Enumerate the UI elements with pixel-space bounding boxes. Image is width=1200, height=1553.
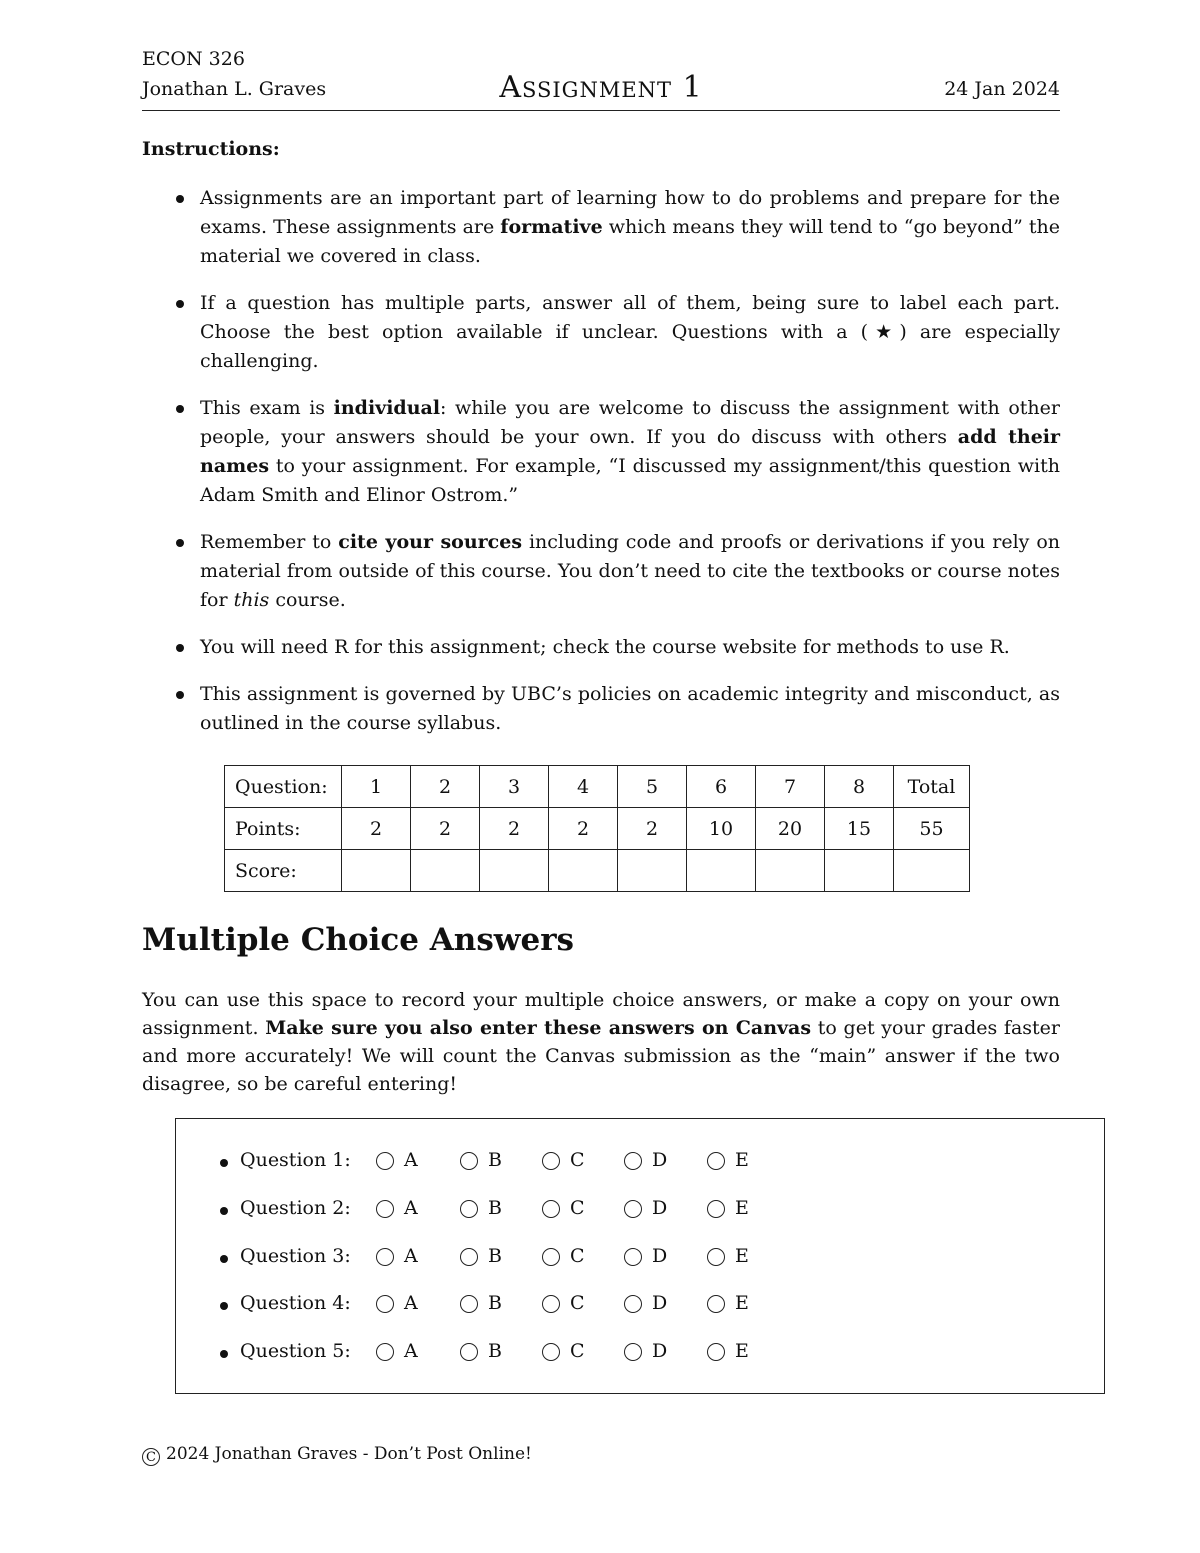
grade-table xyxy=(224,765,970,892)
instruction-item xyxy=(142,184,1060,271)
option-letter: C xyxy=(570,1149,585,1171)
option-letter: C xyxy=(570,1340,585,1362)
instruction-item xyxy=(142,680,1060,738)
points-cell: 2 xyxy=(342,808,411,850)
radio-circle-icon[interactable] xyxy=(624,1152,642,1170)
text: You will need R for this assignment; check the course website for methods to use R. xyxy=(200,636,1010,658)
text: course. xyxy=(269,589,346,611)
question-number: 3 xyxy=(480,766,549,808)
text: to your assignment. For example, “I discussed my assignment/this question with Adam Smith and Elinor Ostrom.” xyxy=(200,455,1060,506)
total-header: Total xyxy=(894,766,970,808)
option-letter: B xyxy=(488,1149,502,1171)
answer-option[interactable] xyxy=(376,1292,418,1314)
footer xyxy=(142,1444,532,1466)
radio-circle-icon[interactable] xyxy=(542,1343,560,1361)
option-letter: B xyxy=(488,1292,502,1314)
radio-circle-icon[interactable] xyxy=(542,1248,560,1266)
radio-circle-icon[interactable] xyxy=(707,1248,725,1266)
answer-option[interactable] xyxy=(542,1292,585,1314)
option-letter: A xyxy=(404,1292,418,1314)
radio-circle-icon[interactable] xyxy=(376,1295,394,1313)
option-letter: B xyxy=(488,1197,502,1219)
points-cell: 10 xyxy=(687,808,756,850)
answer-option[interactable] xyxy=(624,1292,667,1314)
points-cell: 2 xyxy=(480,808,549,850)
text: : while you are welcome to discuss the assignment with other people, your answers should be your own. If you do discuss with others xyxy=(200,397,1060,448)
answer-box xyxy=(175,1118,1105,1394)
option-letter: B xyxy=(488,1245,502,1267)
answer-option[interactable] xyxy=(707,1197,749,1219)
option-letter: B xyxy=(488,1340,502,1362)
bullet-icon xyxy=(220,1159,228,1167)
instruction-item xyxy=(142,289,1060,376)
answer-option[interactable] xyxy=(624,1245,667,1267)
score-cell xyxy=(756,850,825,892)
answer-option[interactable] xyxy=(542,1149,585,1171)
answer-option[interactable] xyxy=(707,1340,749,1362)
option-letter: A xyxy=(404,1149,418,1171)
bold-text: Make sure you also enter these answers on Canvas xyxy=(265,1017,812,1039)
radio-circle-icon[interactable] xyxy=(460,1200,478,1218)
points-cell: 15 xyxy=(825,808,894,850)
row-header: Score: xyxy=(225,850,342,892)
answer-option[interactable] xyxy=(624,1197,667,1219)
radio-circle-icon[interactable] xyxy=(460,1248,478,1266)
option-letter: E xyxy=(735,1292,749,1314)
radio-circle-icon[interactable] xyxy=(376,1248,394,1266)
score-cell xyxy=(549,850,618,892)
star-icon: ★ xyxy=(868,321,900,343)
instructions-heading: Instructions: xyxy=(142,138,280,160)
text: Remember to xyxy=(200,531,339,553)
option-letter: C xyxy=(570,1245,585,1267)
bold-text: formative xyxy=(500,216,603,238)
table-row xyxy=(225,766,970,808)
radio-circle-icon[interactable] xyxy=(460,1295,478,1313)
option-letter: E xyxy=(735,1149,749,1171)
bullet-icon xyxy=(220,1207,228,1215)
table-row xyxy=(225,850,970,892)
answer-option[interactable] xyxy=(460,1245,502,1267)
radio-circle-icon[interactable] xyxy=(542,1152,560,1170)
text: to get your grades faster and more accurately! We will count the Canvas submission as the “main” answer if the two disagree, so be careful entering! xyxy=(142,1017,1060,1095)
bold-text: individual xyxy=(333,397,441,419)
option-letter: C xyxy=(570,1292,585,1314)
text: If a question has multiple parts, answer all of them, being sure to label each part. Choose the best option available if unclear. Questions with a ( xyxy=(200,292,1060,343)
option-letter: A xyxy=(404,1340,418,1362)
radio-circle-icon[interactable] xyxy=(624,1343,642,1361)
row-header: Points: xyxy=(225,808,342,850)
instruction-item xyxy=(142,633,1060,662)
score-cell xyxy=(411,850,480,892)
question-number: 1 xyxy=(342,766,411,808)
text: which means they will tend to “go beyond” the material we covered in class. xyxy=(200,216,1060,267)
radio-circle-icon[interactable] xyxy=(707,1152,725,1170)
section-title: Multiple Choice Answers xyxy=(142,922,574,958)
answer-option[interactable] xyxy=(542,1197,585,1219)
answer-option[interactable] xyxy=(707,1149,749,1171)
instruction-item xyxy=(142,394,1060,510)
radio-circle-icon[interactable] xyxy=(707,1343,725,1361)
text: Assignments are an important part of learning how to do problems and prepare for the exams. These assignments are xyxy=(200,187,1060,238)
radio-circle-icon[interactable] xyxy=(376,1343,394,1361)
score-cell xyxy=(342,850,411,892)
answer-option[interactable] xyxy=(542,1340,585,1362)
answer-option[interactable] xyxy=(460,1197,502,1219)
points-total: 55 xyxy=(894,808,970,850)
score-cell xyxy=(480,850,549,892)
answer-option[interactable] xyxy=(707,1292,749,1314)
points-cell: 20 xyxy=(756,808,825,850)
instructions-list xyxy=(142,184,1060,756)
answer-option[interactable] xyxy=(460,1149,502,1171)
score-total xyxy=(894,850,970,892)
option-letter: E xyxy=(735,1340,749,1362)
radio-circle-icon[interactable] xyxy=(460,1152,478,1170)
answer-option[interactable] xyxy=(460,1292,502,1314)
italic-text: this xyxy=(233,589,270,611)
text: This exam is xyxy=(200,397,334,419)
option-letter: C xyxy=(570,1197,585,1219)
points-cell: 2 xyxy=(549,808,618,850)
bold-text: cite your sources xyxy=(338,531,523,553)
option-letter: E xyxy=(735,1245,749,1267)
question-number: 6 xyxy=(687,766,756,808)
question-label: Question 1: xyxy=(240,1149,351,1171)
bullet-icon xyxy=(220,1255,228,1263)
radio-circle-icon[interactable] xyxy=(376,1200,394,1218)
option-letter: D xyxy=(652,1292,668,1314)
option-letter: D xyxy=(652,1149,668,1171)
radio-circle-icon[interactable] xyxy=(707,1200,725,1218)
question-number: 4 xyxy=(549,766,618,808)
text: You can use this space to record your multiple choice answers, or make a copy on your own assignment. xyxy=(142,989,1060,1039)
radio-circle-icon[interactable] xyxy=(542,1200,560,1218)
copyright-icon: C xyxy=(142,1448,160,1466)
question-label: Question 5: xyxy=(240,1340,351,1362)
bullet-icon xyxy=(220,1350,228,1358)
footer-text: 2024 Jonathan Graves - Don’t Post Online! xyxy=(166,1444,532,1464)
page-header xyxy=(142,48,1060,111)
answer-option[interactable] xyxy=(376,1245,418,1267)
points-cell: 2 xyxy=(618,808,687,850)
answer-option[interactable] xyxy=(376,1149,418,1171)
answer-option[interactable] xyxy=(376,1197,418,1219)
question-number: 2 xyxy=(411,766,480,808)
answer-option[interactable] xyxy=(460,1340,502,1362)
radio-circle-icon[interactable] xyxy=(542,1295,560,1313)
radio-circle-icon[interactable] xyxy=(624,1248,642,1266)
option-letter: E xyxy=(735,1197,749,1219)
question-label: Question 2: xyxy=(240,1197,351,1219)
instruction-item xyxy=(142,528,1060,615)
option-letter: A xyxy=(404,1197,418,1219)
section-paragraph xyxy=(142,986,1060,1098)
answer-option[interactable] xyxy=(707,1245,749,1267)
question-label: Question 4: xyxy=(240,1292,351,1314)
score-cell xyxy=(687,850,756,892)
score-cell xyxy=(825,850,894,892)
option-letter: D xyxy=(652,1340,668,1362)
row-header: Question: xyxy=(225,766,342,808)
course-code: ECON 326 xyxy=(142,48,245,70)
question-number: 5 xyxy=(618,766,687,808)
option-letter: A xyxy=(404,1245,418,1267)
radio-circle-icon[interactable] xyxy=(460,1343,478,1361)
answer-option[interactable] xyxy=(542,1245,585,1267)
table-row xyxy=(225,808,970,850)
question-number: 7 xyxy=(756,766,825,808)
radio-circle-icon[interactable] xyxy=(707,1295,725,1313)
question-number: 8 xyxy=(825,766,894,808)
answer-option[interactable] xyxy=(624,1149,667,1171)
text: including code and proofs or derivations if you rely on material from outside of this course. You don’t need to cite the textbooks or course notes for xyxy=(200,531,1061,611)
points-cell: 2 xyxy=(411,808,480,850)
text: This assignment is governed by UBC’s policies on academic integrity and misconduct, as outlined in the course syllabus. xyxy=(200,683,1060,734)
radio-circle-icon[interactable] xyxy=(624,1200,642,1218)
page-title: Assignment 1 xyxy=(499,70,703,105)
radio-circle-icon[interactable] xyxy=(624,1295,642,1313)
date: 24 Jan 2024 xyxy=(944,78,1060,100)
option-letter: D xyxy=(652,1197,668,1219)
option-letter: D xyxy=(652,1245,668,1267)
bold-text: add their names xyxy=(200,426,1061,477)
score-cell xyxy=(618,850,687,892)
question-label: Question 3: xyxy=(240,1245,351,1267)
radio-circle-icon[interactable] xyxy=(376,1152,394,1170)
text: ) are especially challenging. xyxy=(200,321,1060,372)
author-name: Jonathan L. Graves xyxy=(142,78,327,100)
bullet-icon xyxy=(220,1302,228,1310)
answer-option[interactable] xyxy=(376,1340,418,1362)
answer-option[interactable] xyxy=(624,1340,667,1362)
